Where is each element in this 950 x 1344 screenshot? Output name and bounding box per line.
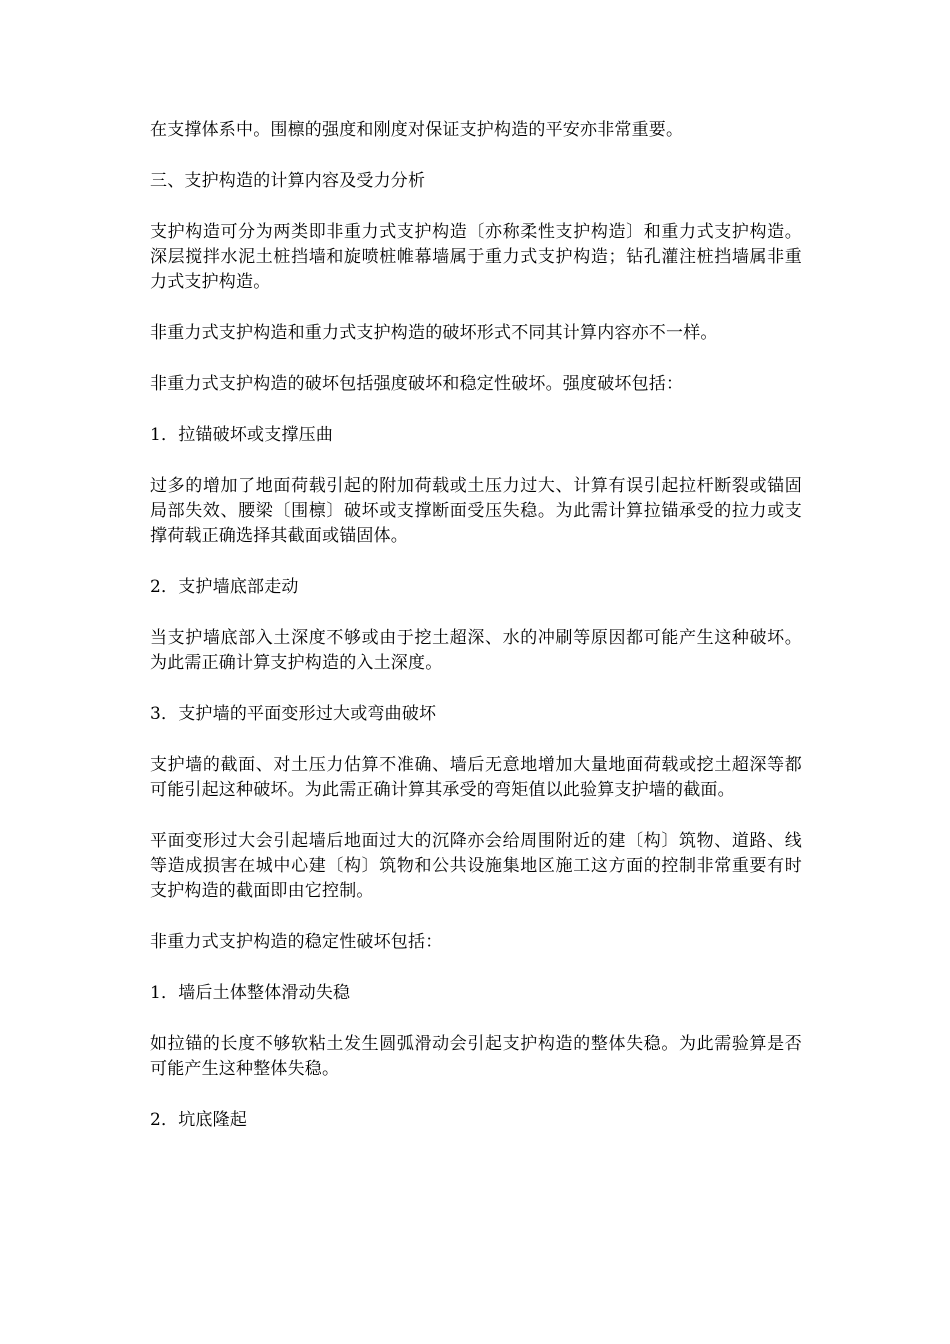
paragraph-structure-types: 支护构造可分为两类即非重力式支护构造〔亦称柔性支护构造〕和重力式支护构造。深层搅拌水泥土桩挡墙和旋喷桩帷幕墙属于重力式支护构造；钻孔灌注桩挡墙属非重力式支护构造。 [150, 222, 802, 292]
paragraph-support-system: 在支撑体系中。围檩的强度和刚度对保证支护构造的平安亦非常重要。 [150, 120, 684, 140]
paragraph-anchor-failure-detail: 过多的增加了地面荷载引起的附加荷载或土压力过大、计算有误引起拉杆断裂或锚固局部失效、腰梁〔围檩〕破坏或支撑断面受压失稳。为此需计算拉锚承受的拉力或支撑荷载正确选择其截面或锚固体。 [150, 476, 802, 546]
document-body [150, 118, 802, 1159]
paragraph-settlement-control: 平面变形过大会引起墙后地面过大的沉降亦会给周围附近的建〔构〕筑物、道路、线等造成损害在城中心建〔构〕筑物和公共设施集地区施工这方面的控制非常重要有时支护构造的截面即由它控制。 [150, 831, 802, 901]
paragraph-wall-base-detail: 当支护墙底部入土深度不够或由于挖土超深、水的冲刷等原因都可能产生这种破坏。为此需正确计算支护构造的入土深度。 [150, 628, 802, 673]
paragraph-soil-sliding-detail: 如拉锚的长度不够软粘土发生圆弧滑动会引起支护构造的整体失稳。为此需验算是否可能产生这种整体失稳。 [150, 1034, 802, 1079]
paragraph-failure-categories: 非重力式支护构造的破坏包括强度破坏和稳定性破坏。强度破坏包括： [150, 374, 684, 394]
paragraph-wall-deformation-detail: 支护墙的截面、对土压力估算不准确、墙后无意地增加大量地面荷载或挖土超深等都可能引起这种破坏。为此需正确计算其承受的弯矩值以此验算支护墙的截面。 [150, 755, 802, 800]
paragraph-failure-difference: 非重力式支护构造和重力式支护构造的破坏形式不同其计算内容亦不一样。 [150, 323, 718, 343]
list-item-pit-heave: 2．坑底隆起 [150, 1110, 248, 1130]
list-item-wall-deformation: 3．支护墙的平面变形过大或弯曲破坏 [150, 704, 437, 724]
list-item-soil-sliding: 1．墙后土体整体滑动失稳 [150, 983, 351, 1003]
paragraph-stability-failure: 非重力式支护构造的稳定性破坏包括： [150, 932, 443, 952]
list-item-wall-base-movement: 2．支护墙底部走动 [150, 577, 299, 597]
section-heading-calculation: 三、支护构造的计算内容及受力分析 [150, 171, 426, 191]
list-item-anchor-failure: 1．拉锚破坏或支撑压曲 [150, 425, 334, 445]
